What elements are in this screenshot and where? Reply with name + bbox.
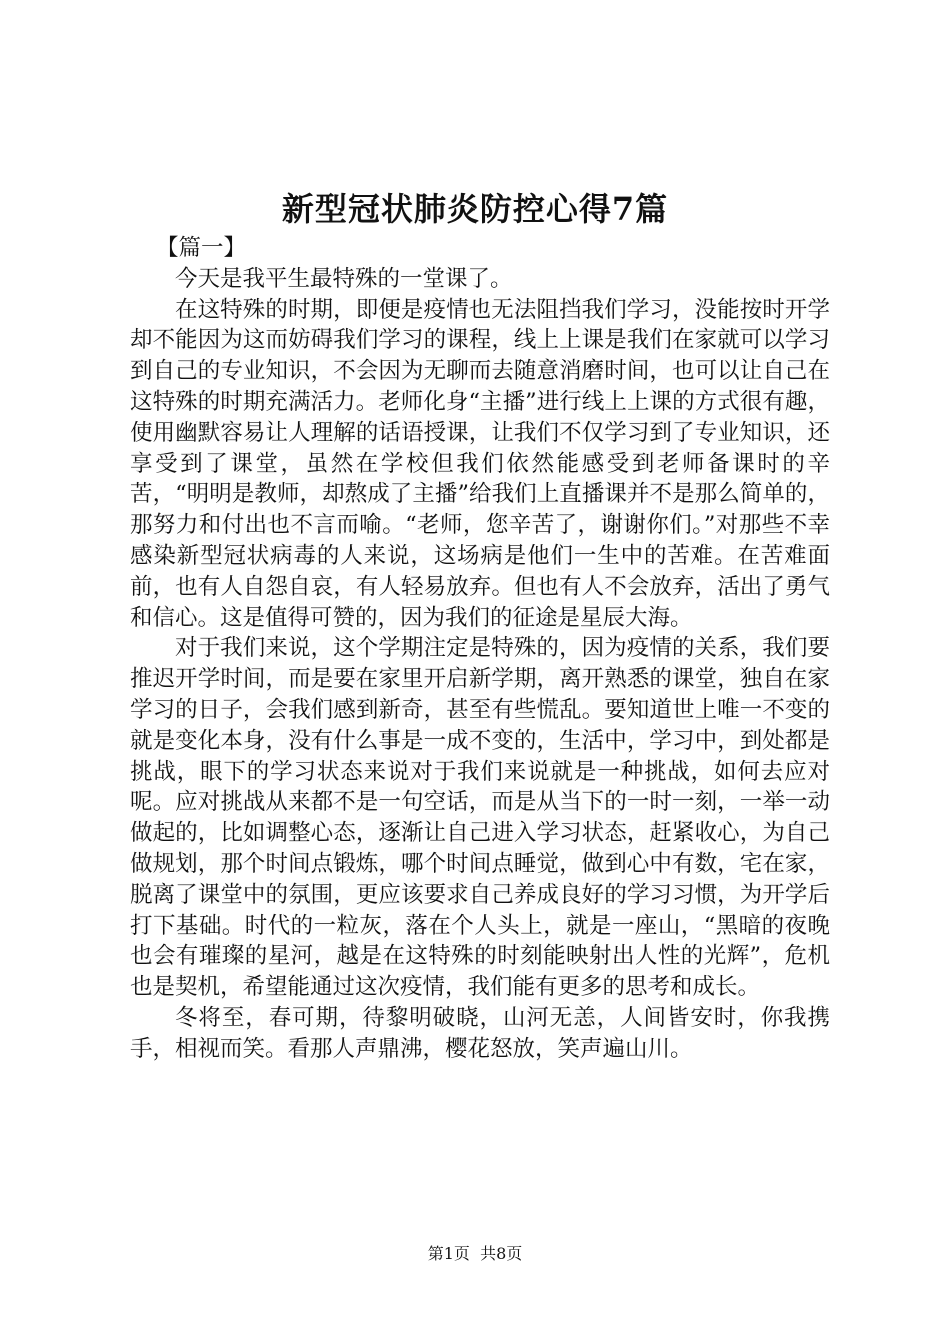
section-label: 【篇一】: [156, 235, 247, 261]
paragraph-3: 对于我们来说，这个学期注定是特殊的，因为疫情的关系，我们要推迟开学时间，而是要在家里开启新学期，离开熟悉的课堂，独自在家学习的日子，会我们感到新奇，甚至有些慌乱。要知道世上唯一不变的就是变化本身，没有什么事是一成不变的，生活中，学习中，到处都是挑战，眼下的学习状态来说对于我们来说就是一种挑战，如何去应对呢。应对挑战从来都不是一句空话，而是从当下的一时一刻，一举一动做起的，比如调整心态，逐渐让自己进入学习状态，赶紧收心，为自己做规划，那个时间点锻炼，哪个时间点睡觉，做到心中有数，宅在家，脱离了课堂中的氛围，更应该要求自己养成良好的学习习惯，为开学后打下基础。时代的一粒灰，落在个人头上，就是一座山，“黑暗的夜晚也会有璀璨的星河，越是在这特殊的时刻能映射出人性的光辉”，危机也是契机，希望能通过这次疫情，我们能有更多的思考和成长。: [130, 635, 830, 1001]
page-footer: [0, 1243, 950, 1265]
paragraph-2: 在这特殊的时期，即便是疫情也无法阻挡我们学习，没能按时开学却不能因为这而妨碍我们学习的课程，线上上课是我们在家就可以学习到自己的专业知识，不会因为无聊而去随意消磨时间，也可以让自己在这特殊的时期充满活力。老师化身“主播”进行线上上课的方式很有趣，使用幽默容易让人理解的话语授课，让我们不仅学习到了专业知识，还享受到了课堂，虽然在学校但我们依然能感受到老师备课时的辛苦，“明明是教师，却熬成了主播”给我们上直播课并不是那么简单的，那努力和付出也不言而喻。“老师，您辛苦了，谢谢你们。”对那些不幸感染新型冠状病毒的人来说，这场病是他们一生中的苦难。在苦难面前，也有人自怨自哀，有人轻易放弃。但也有人不会放弃，活出了勇气和信心。这是值得可赞的，因为我们的征途是星辰大海。: [130, 296, 830, 631]
document-body: [130, 233, 830, 1065]
page-number: 第1页 共8页: [427, 1244, 523, 1263]
document-title: 新型冠状肺炎防控心得7篇: [281, 190, 669, 228]
paragraph-4: 冬将至，春可期，待黎明破晓，山河无恙，人间皆安时，你我携手，相视而笑。看那人声鼎沸，樱花怒放，笑声遍山川。: [130, 1004, 830, 1062]
paragraph-1: 今天是我平生最特殊的一堂课了。: [175, 265, 513, 292]
